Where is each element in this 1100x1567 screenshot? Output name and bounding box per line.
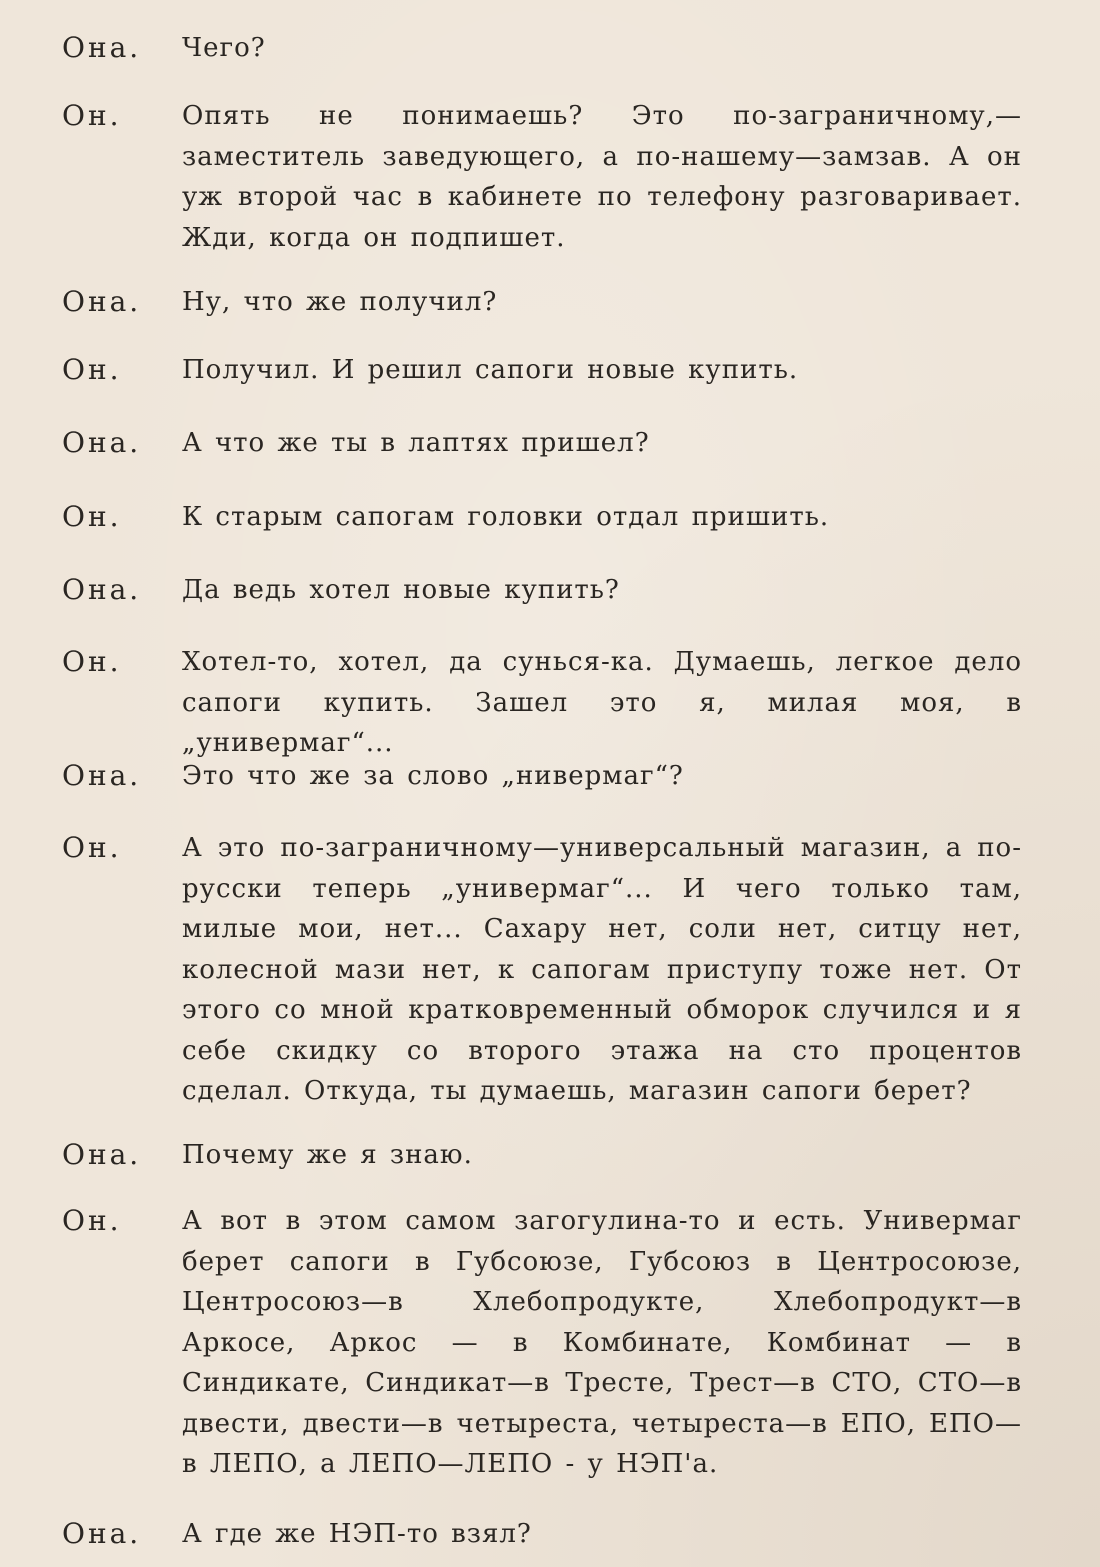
speaker-name: Он.	[62, 645, 122, 678]
speech-text: А где же НЭП-то взял?	[182, 1519, 532, 1549]
speech-text: А что же ты в лаптях пришел?	[182, 428, 650, 458]
speaker-name: Она.	[62, 285, 142, 318]
speech-text: Хотел-то, хотел, да сунься-ка. Думаешь, легкое дело сапоги купить. Зашел это я, милая моя, в „универмаг“...	[182, 647, 1022, 758]
speaker-name: Она.	[62, 759, 142, 792]
speaker-name: Она.	[62, 426, 142, 459]
speaker-name: Он.	[62, 1204, 122, 1237]
speaker-name: Она.	[62, 1517, 142, 1550]
speech-text: А это по-заграничному—универсальный магазин, а по-русски теперь „универмаг“... И чего только там, милые мои, нет... Сахару нет, соли нет, ситцу нет, колесной мази нет, к сапогам приступу тоже нет. От этого со мной кратковременный обморок случился и я себе скидку со второго этажа на сто процентов сделал. Откуда, ты думаешь, магазин сапоги берет?	[182, 833, 1022, 1106]
speech-text: Да ведь хотел новые купить?	[182, 575, 620, 605]
speech-text: Ну, что же получил?	[182, 287, 498, 317]
speaker-name: Он.	[62, 500, 122, 533]
speech-text: Это что же за слово „нивермаг“?	[182, 761, 684, 791]
speaker-name: Он.	[62, 831, 122, 864]
speech-text: Почему же я знаю.	[182, 1140, 473, 1170]
speaker-name: Он.	[62, 99, 122, 132]
speaker-name: Она.	[62, 1138, 142, 1171]
speech-text: Чего?	[182, 33, 266, 63]
speaker-name: Она.	[62, 31, 142, 64]
speaker-name: Он.	[62, 353, 122, 386]
speech-text: Получил. И решил сапоги новые купить.	[182, 355, 799, 385]
speech-text: К старым сапогам головки отдал пришить.	[182, 502, 830, 532]
speech-text: Опять не понимаешь? Это по-заграничному,—заместитель заведующего, а по-нашему—замзав. А он уж второй час в кабинете по телефону разговаривает. Жди, когда он подпишет.	[182, 101, 1022, 253]
speech-text: А вот в этом самом загогулина-то и есть. Универмаг берет сапоги в Губсоюзе, Губсоюз в Центросоюзе, Центросоюз—в Хлебопродукте, Хлебопродукт—в Аркосе, Аркос — в Комбинате, Комбинат — в Синдикате, Синдикат—в Тресте, Трест—в СТО, СТО—в двести, двести—в четыреста, четыреста—в ЕПО, ЕПО—в ЛЕПО, а ЛЕПО—ЛЕПО - у НЭП'а.	[182, 1206, 1022, 1479]
speaker-name: Она.	[62, 573, 142, 606]
